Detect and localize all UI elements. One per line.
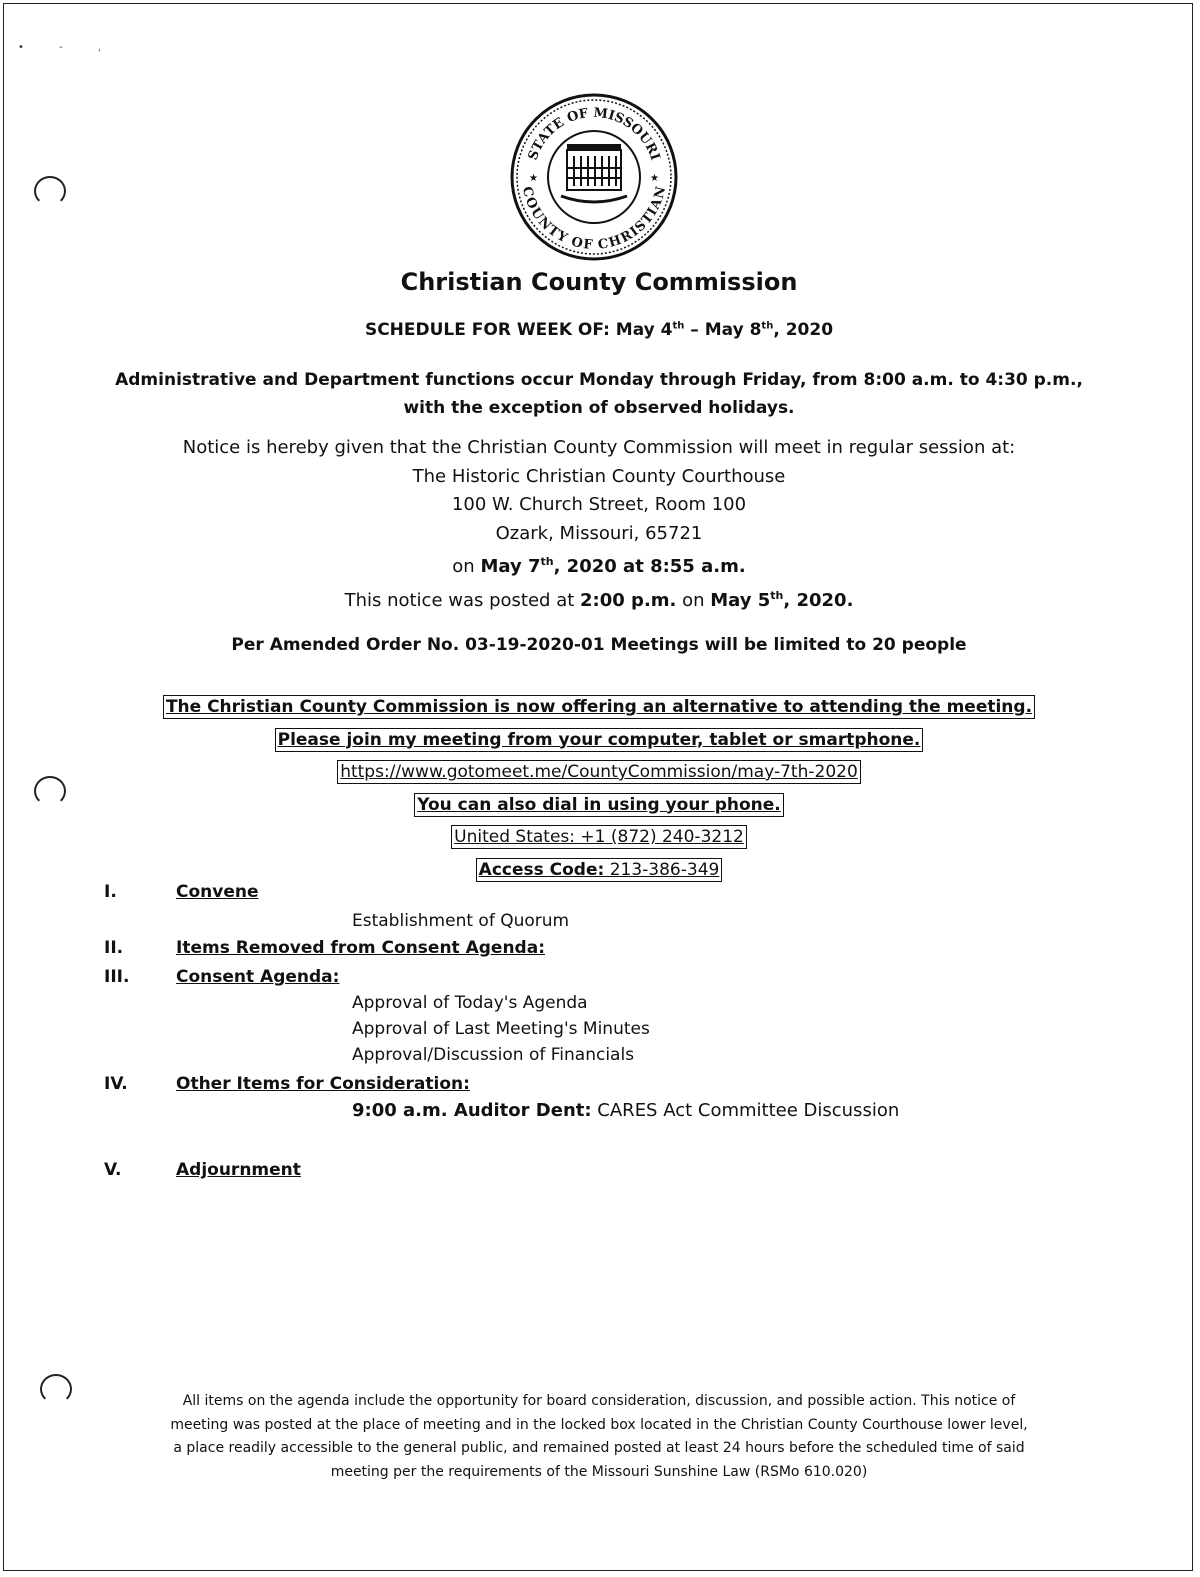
svg-text:★: ★ bbox=[529, 173, 538, 184]
svg-text:★: ★ bbox=[650, 173, 659, 184]
svg-text:COUNTY OF CHRISTIAN: COUNTY OF CHRISTIAN bbox=[518, 185, 670, 253]
scan-marks: • - ˌ bbox=[18, 42, 117, 53]
svg-text:STATE OF MISSOURI: STATE OF MISSOURI bbox=[525, 105, 663, 163]
access-code: Access Code: 213-386-349 bbox=[476, 858, 723, 882]
agenda-sub-item: Approval of Today's Agenda bbox=[352, 993, 588, 1013]
agenda-sub-item: 9:00 a.m. Auditor Dent: CARES Act Committee Discussion bbox=[352, 1100, 900, 1121]
agenda-sub-item: Approval of Last Meeting's Minutes bbox=[352, 1019, 650, 1039]
phone-number-link[interactable]: United States: +1 (872) 240-3212 bbox=[451, 825, 747, 849]
remote-intro: The Christian County Commission is now offering an alternative to attending the meeting. bbox=[163, 695, 1035, 719]
county-seal bbox=[509, 92, 679, 262]
remote-join-line: Please join my meeting from your computer, tablet or smartphone. bbox=[275, 728, 924, 752]
footer-disclaimer: All items on the agenda include the opportunity for board consideration, discussion, and possible action. This notice of meeting was posted at the place of meeting and in the locked box located in the Christian County Courthouse lower level, a place readily accessible to the general public, and remained posted at least 24 hours before the scheduled time of said meeting per the requirements of the Missouri Sunshine Law (RSMo 610.020) bbox=[170, 1393, 1028, 1480]
page-title: Christian County Commission bbox=[400, 268, 798, 296]
office-hours-note: Administrative and Department functions occur Monday through Friday, from 8:00 a.m. to 4:30 p.m., with the exception of observed holidays. bbox=[115, 370, 1083, 418]
meeting-datetime: on May 7th, 2020 at 8:55 a.m. bbox=[452, 555, 746, 577]
meeting-notice: Notice is hereby given that the Christian County Commission will meet in regular session at: The Historic Christian County Courthouse 100 W. Church Street, Room 100 Ozark, Missouri, 65721 on May 7th, 2020 at 8:55 a.m. This notice was posted at 2:00 p.m. on May 5th, 2020. bbox=[4, 434, 1194, 615]
agenda-sub-item: Approval/Discussion of Financials bbox=[352, 1045, 635, 1065]
agenda-sub-item: Establishment of Quorum bbox=[352, 911, 570, 931]
schedule-line: SCHEDULE FOR WEEK OF: May 4th – May 8th, 2020 bbox=[364, 320, 834, 340]
posted-datetime: This notice was posted at 2:00 p.m. on May 5th, 2020. bbox=[344, 588, 854, 611]
meeting-url-link[interactable]: https://www.gotomeet.me/CountyCommission/may-7th-2020 bbox=[337, 760, 861, 784]
remote-attendance-box bbox=[4, 691, 1194, 886]
dial-in-line: You can also dial in using your phone. bbox=[414, 793, 784, 817]
punch-hole-top bbox=[34, 176, 66, 206]
document-page: • - ˌ STATE OF MISSOURI COUNTY OF CHRISTIAN ★ ★ Christian County Commission SCHEDULE FOR WEEK OF: May 4th – May 8th, 2020 Administrative and Department functions occur Monday through Friday, from 8:00 a.m. to 4:30 p.m., with the exception of observed holidays. Notice is hereby given that the Christian County Commission will meet in regular session at: The Historic Christian County Courthouse 100 W. Church Street, Room 100 Ozark, Missouri, 65721 on May 7th, 2020 at 8:55 a.m. This notice was posted at 2:00 p.m. on May 5th, 2020. Per Amended Order No. 03-19-2020-01 Meetings will be limited to 20 people The Christian County Commission is now offering an alternative to attending the meeting. Please join my meeting from your computer, tablet or smartphone. https://www.gotomeet.me/CountyCommission/may-7th-2020 You can also dial in using your phone. United States: +1 (872) 240-3212 Access Code: 213-386-349 I. Convene Establishment of Quorum II. Items Removed from Consent Agenda: III. Consent Agenda: Approval of Today's Agenda Approval of Last Meeting's Minutes Approval/Discussion of Financials IV. Other Items for Consideration: 9:00 a.m. Auditor Dent: CARES Act Committee Discussion V. Adjournment All items on the agenda include the opportunity for board consideration, discussion, and possible action. This notice of meeting was posted at the place of meeting and in the locked box located in the Christian County Courthouse lower level, a place readily accessible to the general public, and remained posted at least 24 hours before the scheduled time of said meeting per the requirements of the Missouri Sunshine Law (RSMo 610.020) bbox=[3, 3, 1193, 1571]
attendance-limit-order: Per Amended Order No. 03-19-2020-01 Meetings will be limited to 20 people bbox=[231, 635, 967, 655]
